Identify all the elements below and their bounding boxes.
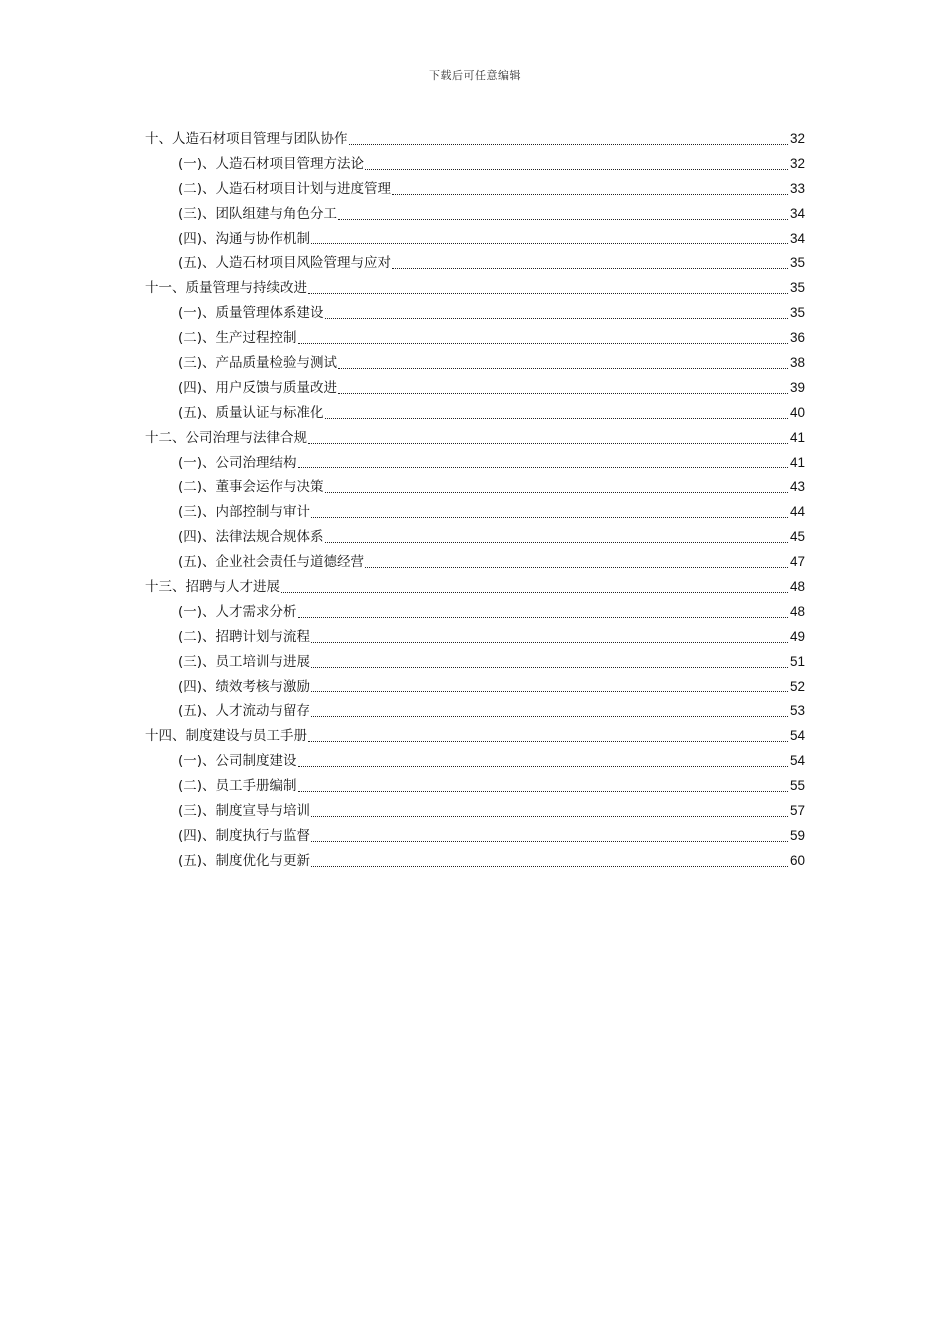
- toc-section-entry[interactable]: [145, 326, 805, 351]
- page-header: 下载后可任意编辑: [429, 69, 521, 82]
- toc-dot-leader: [392, 267, 788, 269]
- toc-entry-page-number: 45: [789, 529, 805, 545]
- toc-dot-leader: [325, 417, 788, 419]
- toc-section-entry[interactable]: [145, 799, 805, 824]
- toc-entry-page-number: 40: [789, 404, 805, 420]
- toc-section-entry[interactable]: [145, 675, 805, 700]
- toc-dot-leader: [325, 491, 788, 493]
- toc-dot-leader: [311, 865, 788, 867]
- toc-chapter-entry[interactable]: [145, 724, 805, 749]
- toc-entry-title: (四)、法律法规合规体系: [178, 529, 324, 546]
- toc-section-entry[interactable]: [145, 749, 805, 774]
- toc-entry-page-number: 51: [789, 653, 805, 669]
- toc-entry-title: (五)、人才流动与留存: [178, 703, 311, 720]
- toc-dot-leader: [338, 218, 788, 220]
- toc-entry-page-number: 54: [789, 753, 805, 769]
- toc-section-entry[interactable]: [145, 251, 805, 276]
- toc-entry-title: (二)、员工手册编制: [178, 778, 297, 795]
- toc-entry-page-number: 36: [789, 330, 805, 346]
- toc-entry-title: (一)、公司治理结构: [178, 454, 297, 471]
- toc-entry-title: (一)、公司制度建设: [178, 753, 297, 770]
- toc-entry-page-number: 60: [789, 852, 805, 868]
- toc-entry-page-number: 35: [789, 280, 805, 296]
- toc-dot-leader: [365, 168, 788, 170]
- toc-entry-page-number: 43: [789, 479, 805, 495]
- toc-dot-leader: [311, 690, 788, 692]
- toc-section-entry[interactable]: [145, 351, 805, 376]
- toc-dot-leader: [311, 666, 788, 668]
- toc-entry-page-number: 49: [789, 628, 805, 644]
- toc-entry-title: (五)、企业社会责任与道德经营: [178, 554, 365, 571]
- toc-entry-title: (四)、沟通与协作机制: [178, 230, 311, 247]
- toc-dot-leader: [281, 591, 788, 593]
- toc-section-entry[interactable]: [145, 625, 805, 650]
- toc-entry-title: (四)、绩效考核与激励: [178, 678, 311, 695]
- toc-dot-leader: [308, 292, 788, 294]
- toc-entry-page-number: 41: [789, 454, 805, 470]
- toc-section-entry[interactable]: [145, 376, 805, 401]
- toc-dot-leader: [311, 242, 788, 244]
- toc-entry-page-number: 34: [789, 230, 805, 246]
- toc-entry-page-number: 35: [789, 305, 805, 321]
- toc-section-entry[interactable]: [145, 849, 805, 874]
- toc-dot-leader: [298, 790, 788, 792]
- toc-dot-leader: [311, 641, 788, 643]
- toc-section-entry[interactable]: [145, 699, 805, 724]
- toc-section-entry[interactable]: [145, 600, 805, 625]
- toc-section-entry[interactable]: [145, 774, 805, 799]
- toc-dot-leader: [325, 317, 788, 319]
- toc-dot-leader: [308, 740, 788, 742]
- toc-entry-title: (一)、人才需求分析: [178, 603, 297, 620]
- toc-section-entry[interactable]: [145, 824, 805, 849]
- toc-entry-page-number: 57: [789, 803, 805, 819]
- toc-entry-page-number: 59: [789, 827, 805, 843]
- toc-entry-page-number: 32: [789, 155, 805, 171]
- toc-entry-page-number: 53: [789, 703, 805, 719]
- toc-entry-title: (三)、团队组建与角色分工: [178, 205, 338, 222]
- toc-section-entry[interactable]: [145, 451, 805, 476]
- toc-section-entry[interactable]: [145, 500, 805, 525]
- toc-section-entry[interactable]: [145, 525, 805, 550]
- toc-entry-page-number: 47: [789, 554, 805, 570]
- toc-entry-title: 十二、公司治理与法律合规: [145, 429, 307, 446]
- toc-entry-title: (四)、用户反馈与质量改进: [178, 379, 338, 396]
- toc-dot-leader: [298, 765, 788, 767]
- toc-dot-leader: [311, 815, 788, 817]
- toc-entry-page-number: 54: [789, 728, 805, 744]
- toc-entry-title: (一)、质量管理体系建设: [178, 305, 324, 322]
- toc-chapter-entry[interactable]: [145, 127, 805, 152]
- toc-dot-leader: [298, 466, 788, 468]
- toc-chapter-entry[interactable]: [145, 276, 805, 301]
- toc-entry-page-number: 48: [789, 603, 805, 619]
- toc-dot-leader: [311, 840, 788, 842]
- toc-dot-leader: [311, 516, 788, 518]
- toc-section-entry[interactable]: [145, 301, 805, 326]
- toc-section-entry[interactable]: [145, 401, 805, 426]
- toc-section-entry[interactable]: [145, 227, 805, 252]
- toc-entry-title: (三)、产品质量检验与测试: [178, 355, 338, 372]
- toc-entry-title: (二)、人造石材项目计划与进度管理: [178, 180, 392, 197]
- toc-entry-title: (二)、董事会运作与决策: [178, 479, 324, 496]
- toc-entry-page-number: 32: [789, 131, 805, 146]
- toc-entry-page-number: 55: [789, 778, 805, 794]
- toc-entry-title: 十一、质量管理与持续改进: [145, 280, 307, 297]
- toc-entry-page-number: 34: [789, 205, 805, 221]
- toc-section-entry[interactable]: [145, 650, 805, 675]
- toc-dot-leader: [338, 367, 788, 369]
- toc-dot-leader: [298, 342, 788, 344]
- toc-section-entry[interactable]: [145, 177, 805, 202]
- table-of-contents: [145, 127, 805, 874]
- toc-entry-page-number: 48: [789, 579, 805, 595]
- toc-dot-leader: [325, 541, 788, 543]
- toc-dot-leader: [311, 715, 788, 717]
- toc-entry-page-number: 38: [789, 355, 805, 371]
- toc-entry-page-number: 33: [789, 180, 805, 196]
- toc-entry-title: (二)、招聘计划与流程: [178, 628, 311, 645]
- toc-section-entry[interactable]: [145, 152, 805, 177]
- toc-dot-leader: [365, 566, 788, 568]
- toc-entry-page-number: 44: [789, 504, 805, 520]
- toc-dot-leader: [349, 143, 789, 145]
- toc-entry-title: (三)、内部控制与审计: [178, 504, 311, 521]
- toc-dot-leader: [308, 442, 788, 444]
- toc-entry-title: (一)、人造石材项目管理方法论: [178, 155, 365, 172]
- toc-dot-leader: [338, 392, 788, 394]
- toc-dot-leader: [392, 193, 788, 195]
- toc-entry-page-number: 52: [789, 678, 805, 694]
- toc-section-entry[interactable]: [145, 202, 805, 227]
- toc-section-entry[interactable]: [145, 550, 805, 575]
- toc-entry-title: 十四、制度建设与员工手册: [145, 728, 307, 745]
- toc-entry-page-number: 39: [789, 379, 805, 395]
- toc-entry-title: (五)、制度优化与更新: [178, 852, 311, 869]
- toc-entry-title: (四)、制度执行与监督: [178, 827, 311, 844]
- toc-entry-title: (二)、生产过程控制: [178, 330, 297, 347]
- toc-entry-title: (三)、制度宣导与培训: [178, 803, 311, 820]
- toc-entry-title: 十三、招聘与人才进展: [145, 579, 280, 596]
- toc-chapter-entry[interactable]: [145, 426, 805, 451]
- toc-chapter-entry[interactable]: [145, 575, 805, 600]
- toc-entry-title: (三)、员工培训与进展: [178, 653, 311, 670]
- toc-entry-title: (五)、人造石材项目风险管理与应对: [178, 255, 392, 272]
- toc-entry-title: 十、人造石材项目管理与团队协作: [145, 131, 348, 147]
- toc-dot-leader: [298, 616, 788, 618]
- toc-section-entry[interactable]: [145, 475, 805, 500]
- toc-entry-title: (五)、质量认证与标准化: [178, 404, 324, 421]
- toc-entry-page-number: 41: [789, 429, 805, 445]
- toc-entry-page-number: 35: [789, 255, 805, 271]
